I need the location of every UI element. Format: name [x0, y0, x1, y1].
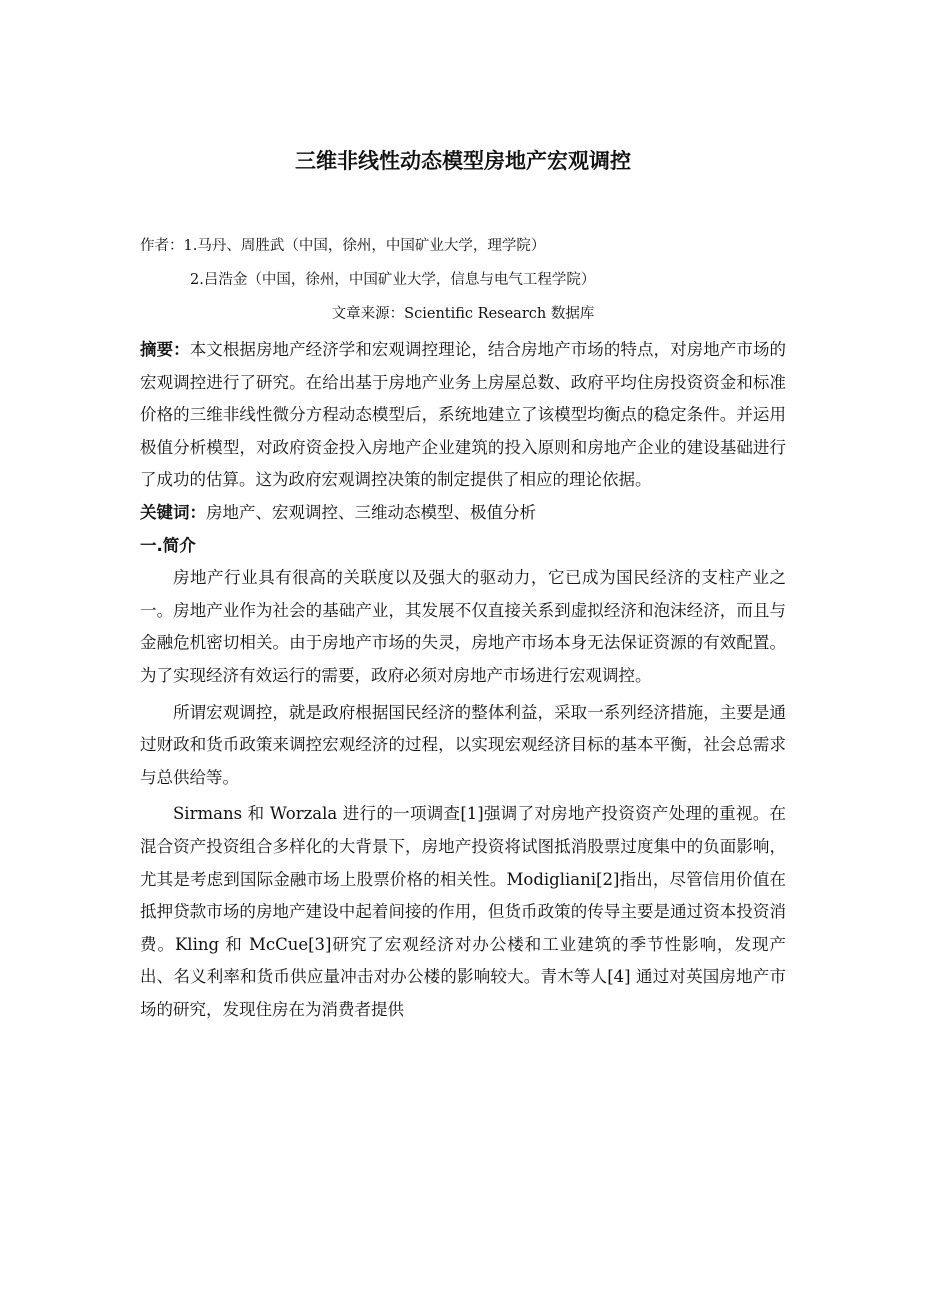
body-paragraph: 所谓宏观调控，就是政府根据国民经济的整体利益，采取一系列经济措施，主要是通过财政和货币政策来调控宏观经济的过程，以实现宏观经济目标的基本平衡，社会总需求与总供给等。	[140, 702, 786, 787]
body-paragraph: Sirmans 和 Worzala 进行的一项调查[1]强调了对房地产投资资产处理的重视。在混合资产投资组合多样化的大背景下，房地产投资将试图抵消股票过度集中的负面影响，尤其是考虑到国际金融市场上股票价格的相关性。Modigliani[2]指出，尽管信用价值在抵押贷款市场的房地产建设中起着间接的作用，但货币政策的传导主要是通过资本投资消费。Kling 和 McCue[3]研究了宏观经济对办公楼和工业建筑的季节性影响，发现产出、名义利率和货币供应量冲击对办公楼的影响较大。青木等人[4] 通过对英国房地产市场的研究，发现住房在为消费者提供	[140, 804, 786, 1019]
author-line-2: 2.吕浩金（中国，徐州，中国矿业大学，信息与电气工程学院）	[190, 272, 596, 288]
paper-body	[140, 334, 786, 1026]
keywords-text: 房地产、宏观调控、三维动态模型、极值分析	[206, 502, 536, 522]
abstract-label: 摘要：	[140, 340, 190, 359]
body-paragraph: 房地产行业具有很高的关联度以及强大的驱动力，它已成为国民经济的支柱产业之一。房地产业作为社会的基础产业，其发展不仅直接关系到虚拟经济和泡沫经济，而且与金融危机密切相关。由于房地产市场的失灵，房地产市场本身无法保证资源的有效配置。为了实现经济有效运行的需要，政府必须对房地产市场进行宏观调控。	[140, 568, 786, 685]
article-source: 文章来源：Scientific Research 数据库	[331, 306, 595, 322]
keywords	[140, 497, 786, 530]
author-block	[140, 229, 595, 297]
author-line-1: 作者：1.马丹、周胜武（中国，徐州，中国矿业大学，理学院）	[140, 238, 546, 254]
abstract-text: 本文根据房地产经济学和宏观调控理论，结合房地产市场的特点，对房地产市场的宏观调控进行了研究。在给出基于房地产业务上房屋总数、政府平均住房投资资金和标准价格的三维非线性微分方程动态模型后，系统地建立了该模型均衡点的稳定条件。并运用极值分析模型，对政府资金投入房地产企业建筑的投入原则和房地产企业的建设基础进行了成功的估算。这为政府宏观调控决策的制定提供了相应的理论依据。	[140, 340, 787, 490]
section-heading: 一.简介	[140, 535, 196, 555]
abstract	[140, 334, 786, 497]
paper-title: 三维非线性动态模型房地产宏观调控	[295, 149, 631, 173]
keywords-label: 关键词：	[140, 502, 206, 522]
